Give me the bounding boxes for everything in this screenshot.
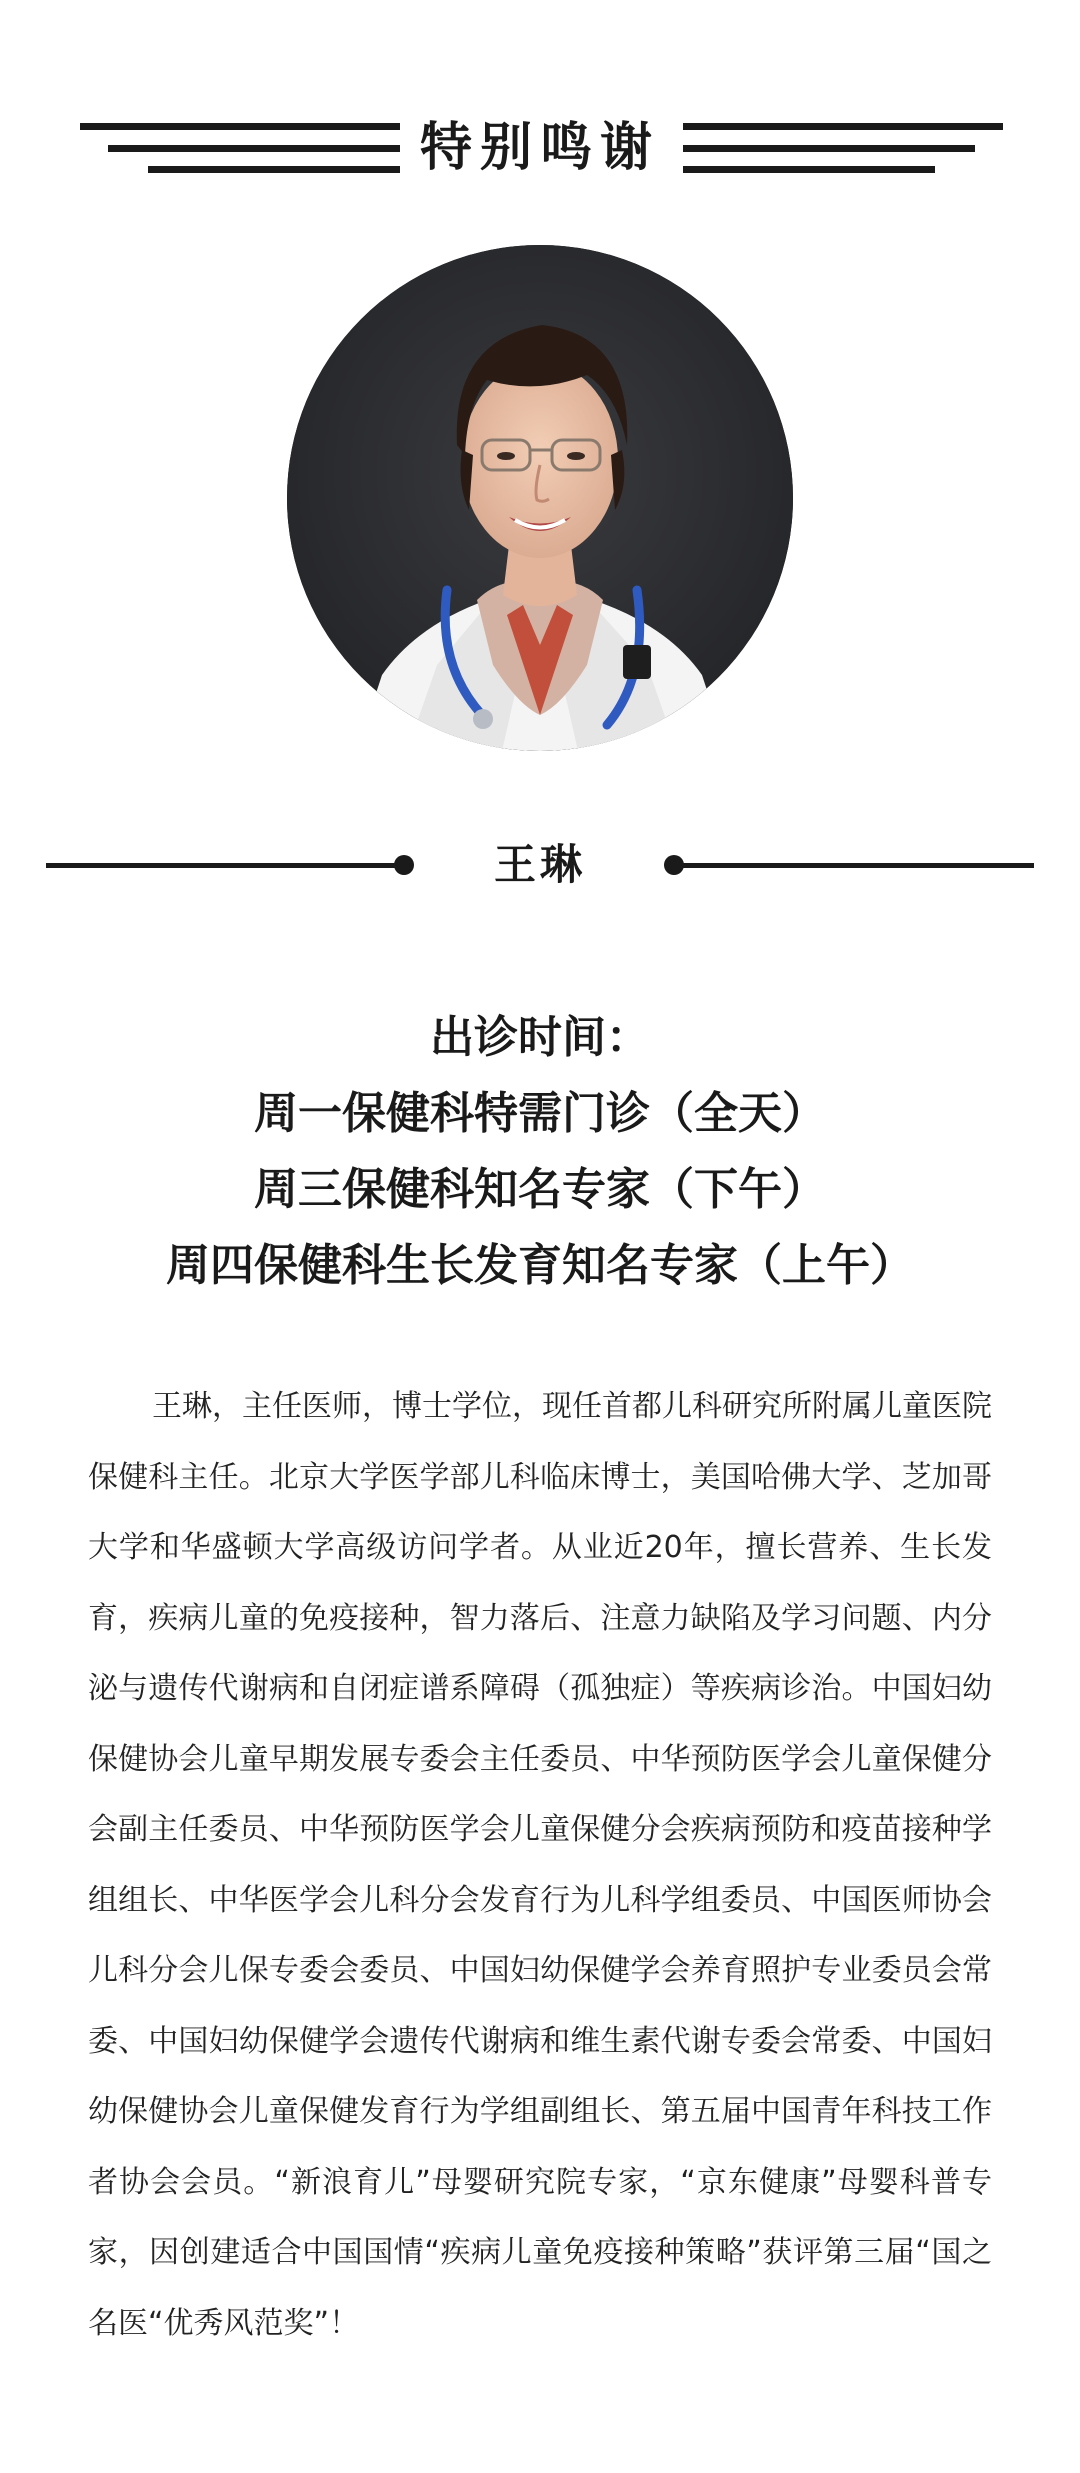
doctor-bio: 王琳，主任医师，博士学位，现任首都儿科研究所附属儿童医院保健科主任。北京大学医学部儿科临床博士，美国哈佛大学、芝加哥大学和华盛顿大学高级访问学者。从业近20年，擅长营养、生长发育，疾病儿童的免疫接种，智力落后、注意力缺陷及学习问题、内分泌与遗传代谢病和自闭症谱系障碍（孤独症）等疾病诊治。中国妇幼保健协会儿童早期发展专委会主任委员、中华预防医学会儿童保健分会副主任委员、中华预防医学会儿童保健分会疾病预防和疫苗接种学组组长、中华医学会儿科分会发育行为儿科学组委员、中国医师协会儿科分会儿保专委会委员、中国妇幼保健学会养育照护专业委员会常委、中国妇幼保健学会遗传代谢病和维生素代谢专委会常委、中国妇幼保健协会儿童保健发育行为学组副组长、第五届中国青年科技工作者协会会员。“新浪育儿”母婴研究院专家，“京东健康”母婴科普专家，因创建适合中国国情“疾病儿童免疫接种策略”获评第三届“国之名医“优秀风范奖”！ (88, 1389, 992, 2341)
name-divider-left-line (46, 863, 396, 868)
clinic-schedule-item: 周三保健科知名专家（下午） (254, 1164, 826, 1215)
doctor-name: 王琳 (493, 840, 586, 889)
clinic-schedule-item: 周一保健科特需门诊（全天） (254, 1088, 826, 1139)
clinic-hours-heading: 出诊时间： (430, 1012, 650, 1063)
header-right-line-3 (683, 166, 935, 173)
name-divider-right-line (682, 863, 1034, 868)
name-divider-left-dot (394, 855, 414, 875)
doctor-portrait (287, 245, 793, 751)
page-title: 特别鸣谢 (419, 118, 660, 178)
clinic-schedule-item: 周四保健科生长发育知名专家（上午） (166, 1240, 914, 1291)
doctor-portrait-image (287, 245, 793, 751)
header-right-line-1 (683, 123, 1003, 130)
header-left-line-3 (148, 166, 400, 173)
header-right-line-2 (683, 145, 975, 152)
header-left-line-2 (108, 145, 400, 152)
name-divider-right-dot (664, 855, 684, 875)
clinic-hours (0, 1000, 1080, 1304)
header-left-line-1 (80, 123, 400, 130)
